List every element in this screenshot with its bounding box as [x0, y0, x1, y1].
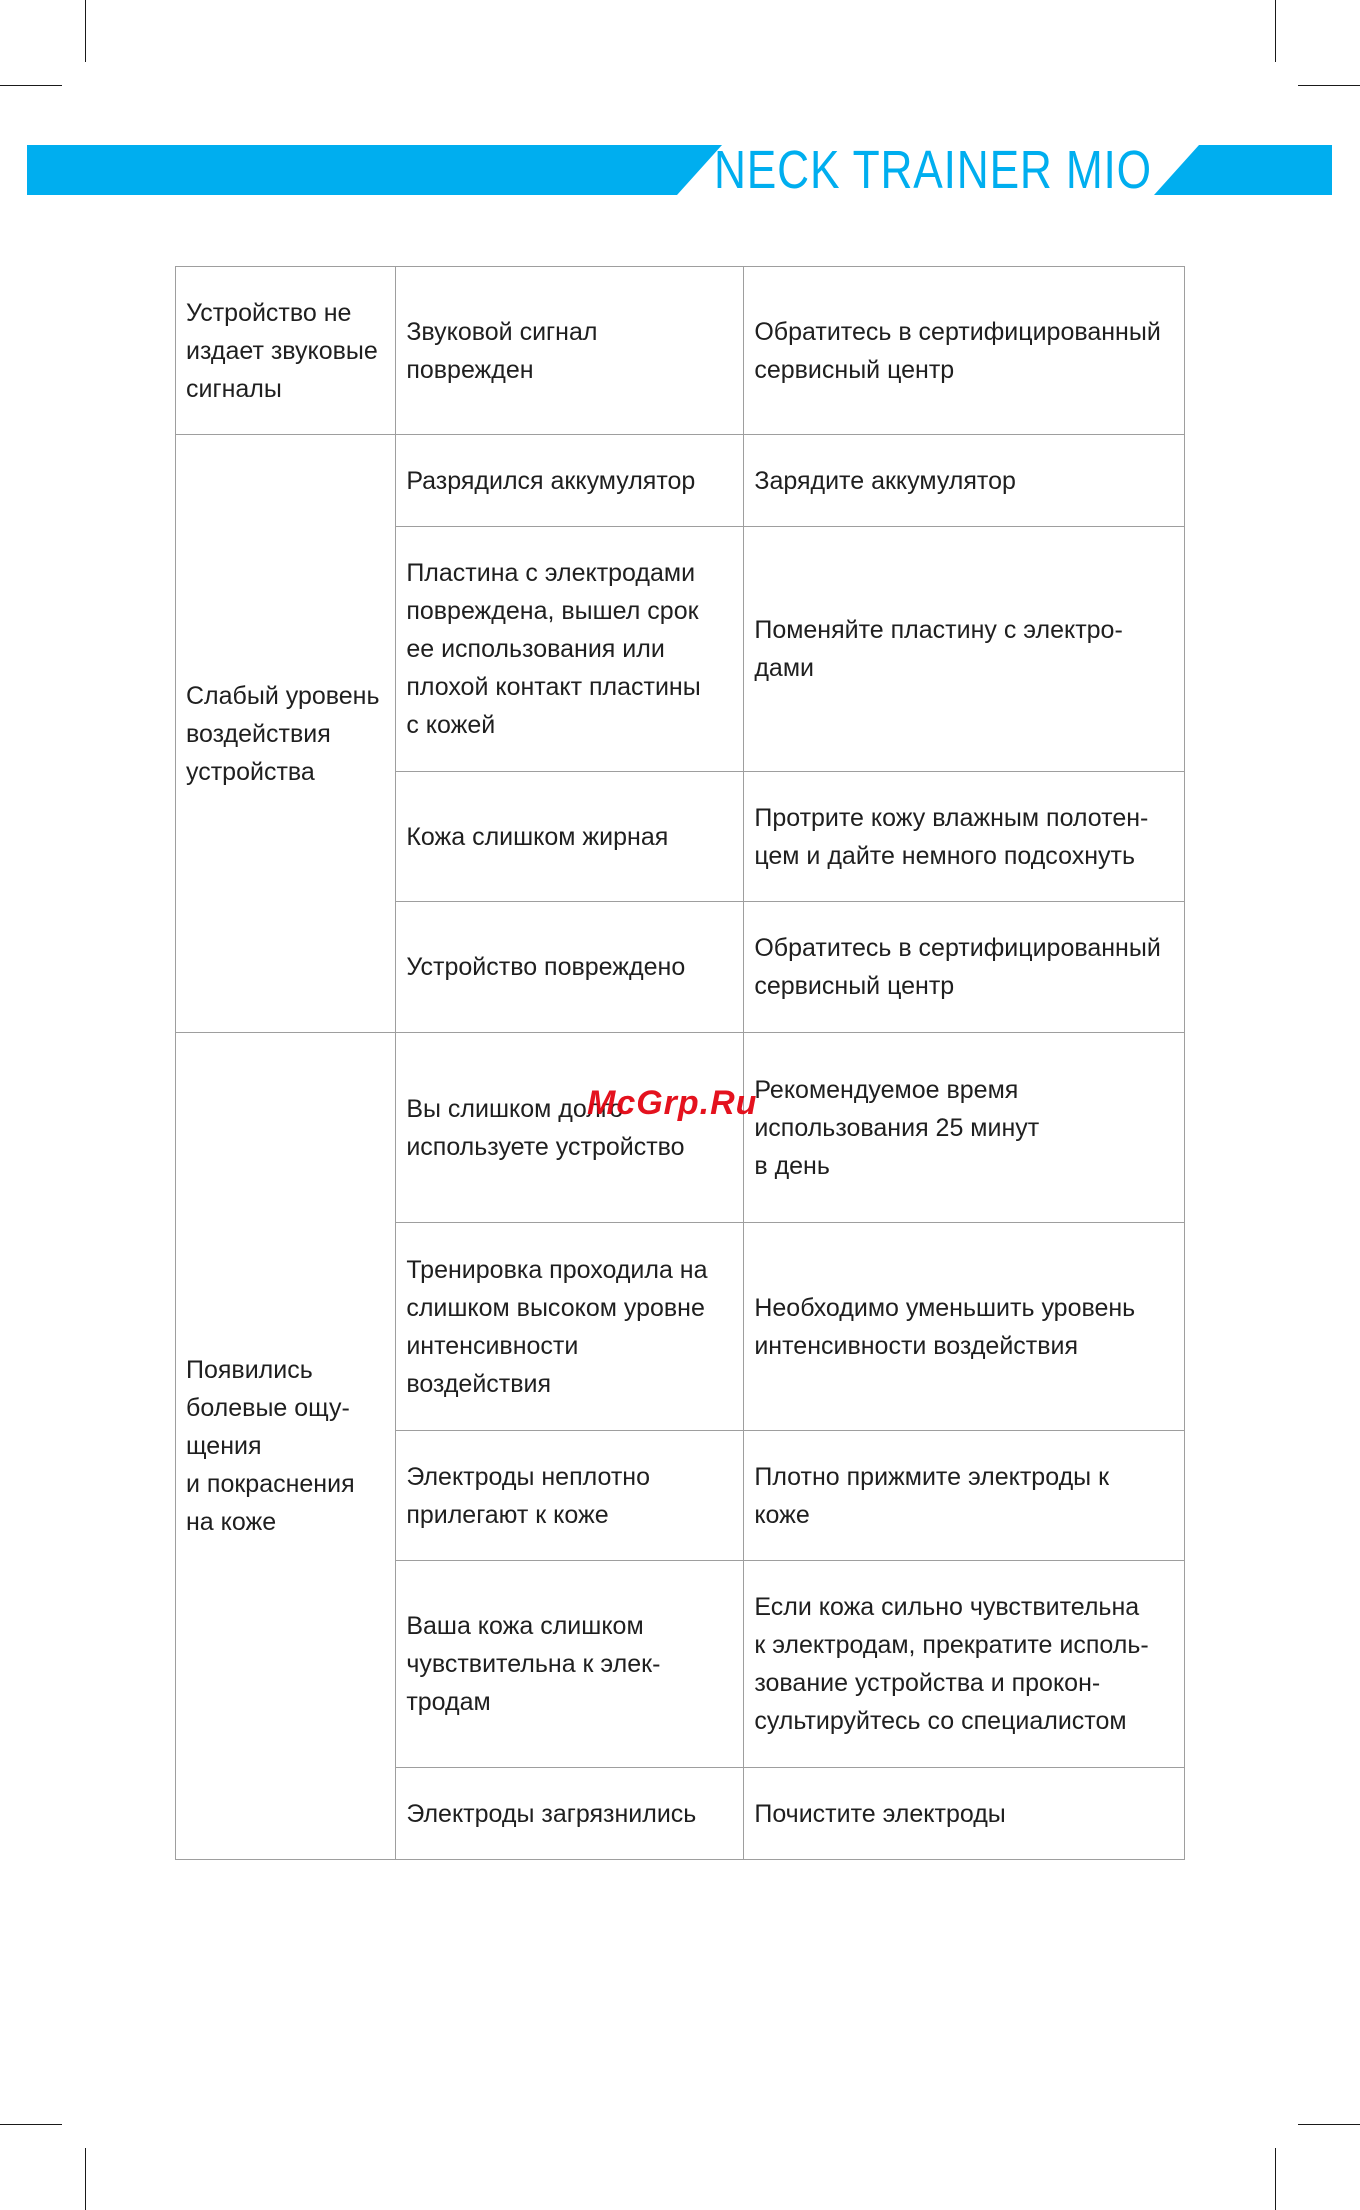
crop-mark-bottom-left-h: [0, 2124, 62, 2125]
cause-text: Звуковой сигнал поврежден: [406, 317, 598, 384]
solution-text: Почистите электроды: [754, 1799, 1006, 1828]
crop-mark-top-left-h: [0, 85, 62, 86]
crop-mark-top-left-v: [85, 0, 86, 62]
problem-text: Слабый уровень воздействия устройства: [186, 681, 380, 786]
solution-cell: [744, 267, 1185, 435]
header-title: NECK TRAINER MIO: [714, 140, 1152, 200]
crop-mark-bottom-right-h: [1298, 2124, 1360, 2125]
solution-text: Протрите кожу влажным полотен- цем и дайте немного подсохнуть: [754, 803, 1149, 870]
cause-text: Вы слишком долго используете устройство: [406, 1094, 685, 1161]
table-row: [176, 435, 1185, 527]
problem-cell: [176, 435, 396, 1033]
crop-mark-top-right-v: [1275, 0, 1276, 62]
crop-mark-top-right-h: [1298, 85, 1360, 86]
solution-cell: [744, 1223, 1185, 1431]
problem-text: Появились болевые ощу- щения и покраснения на коже: [186, 1356, 355, 1536]
solution-text: Обратитесь в сертифицированный сервисный центр: [754, 934, 1161, 1000]
solution-cell: [744, 1768, 1185, 1860]
cause-cell: [396, 772, 744, 902]
solution-cell: [744, 435, 1185, 527]
watermark: McGrp.Ru: [587, 1084, 758, 1122]
solution-cell: [744, 527, 1185, 772]
cause-cell: [396, 1561, 744, 1768]
solution-cell: [744, 1431, 1185, 1561]
solution-text: Рекомендуемое время использования 25 минут в день: [754, 1075, 1040, 1180]
header-band-right: [1154, 145, 1332, 195]
crop-mark-bottom-left-v: [85, 2148, 86, 2210]
cause-cell: [396, 267, 744, 435]
solution-text: Поменяйте пластину с электро- дами: [754, 616, 1123, 682]
problem-cell: [176, 1033, 396, 1860]
cause-cell: [396, 1223, 744, 1431]
header-band-left: [27, 145, 722, 195]
solution-text: Если кожа сильно чувствительна к электродам, прекратите исполь- зование устройства и прокон- сультируйтесь со специалистом: [754, 1593, 1149, 1735]
cause-cell: [396, 527, 744, 772]
crop-mark-bottom-right-v: [1275, 2148, 1276, 2210]
troubleshooting-table: [175, 266, 1185, 1860]
solution-cell: [744, 772, 1185, 902]
solution-cell: [744, 1033, 1185, 1223]
cause-text: Электроды загрязнились: [406, 1799, 697, 1828]
solution-text: Необходимо уменьшить уровень интенсивности воздействия: [754, 1293, 1136, 1360]
table-row: [176, 267, 1185, 435]
problem-cell: [176, 267, 396, 435]
cause-cell: [396, 902, 744, 1033]
cause-text: Устройство повреждено: [406, 953, 686, 981]
table-row: [176, 1033, 1185, 1223]
cause-text: Кожа слишком жирная: [406, 822, 669, 851]
problem-text: Устройство не издает звуковые сигналы: [186, 298, 378, 403]
cause-text: Ваша кожа слишком чувствительна к элек- тродам: [406, 1612, 661, 1716]
cause-text: Электроды неплотно прилегают к коже: [406, 1462, 651, 1529]
cause-text: Пластина с электродами повреждена, вышел срок ее использования или плохой контакт пластины с кожей: [406, 559, 701, 739]
cause-cell: [396, 1431, 744, 1561]
cause-cell: [396, 1033, 744, 1223]
solution-text: Плотно прижмите электроды к коже: [754, 1462, 1110, 1529]
cause-cell: [396, 435, 744, 527]
cause-cell: [396, 1768, 744, 1860]
solution-text: Зарядите аккумулятор: [754, 466, 1016, 495]
solution-cell: [744, 902, 1185, 1033]
solution-cell: [744, 1561, 1185, 1768]
cause-text: Разрядился аккумулятор: [406, 466, 696, 495]
solution-text: Обратитесь в сертифицированный сервисный центр: [754, 317, 1161, 384]
cause-text: Тренировка проходила на слишком высоком уровне интенсивности воздействия: [406, 1255, 708, 1398]
